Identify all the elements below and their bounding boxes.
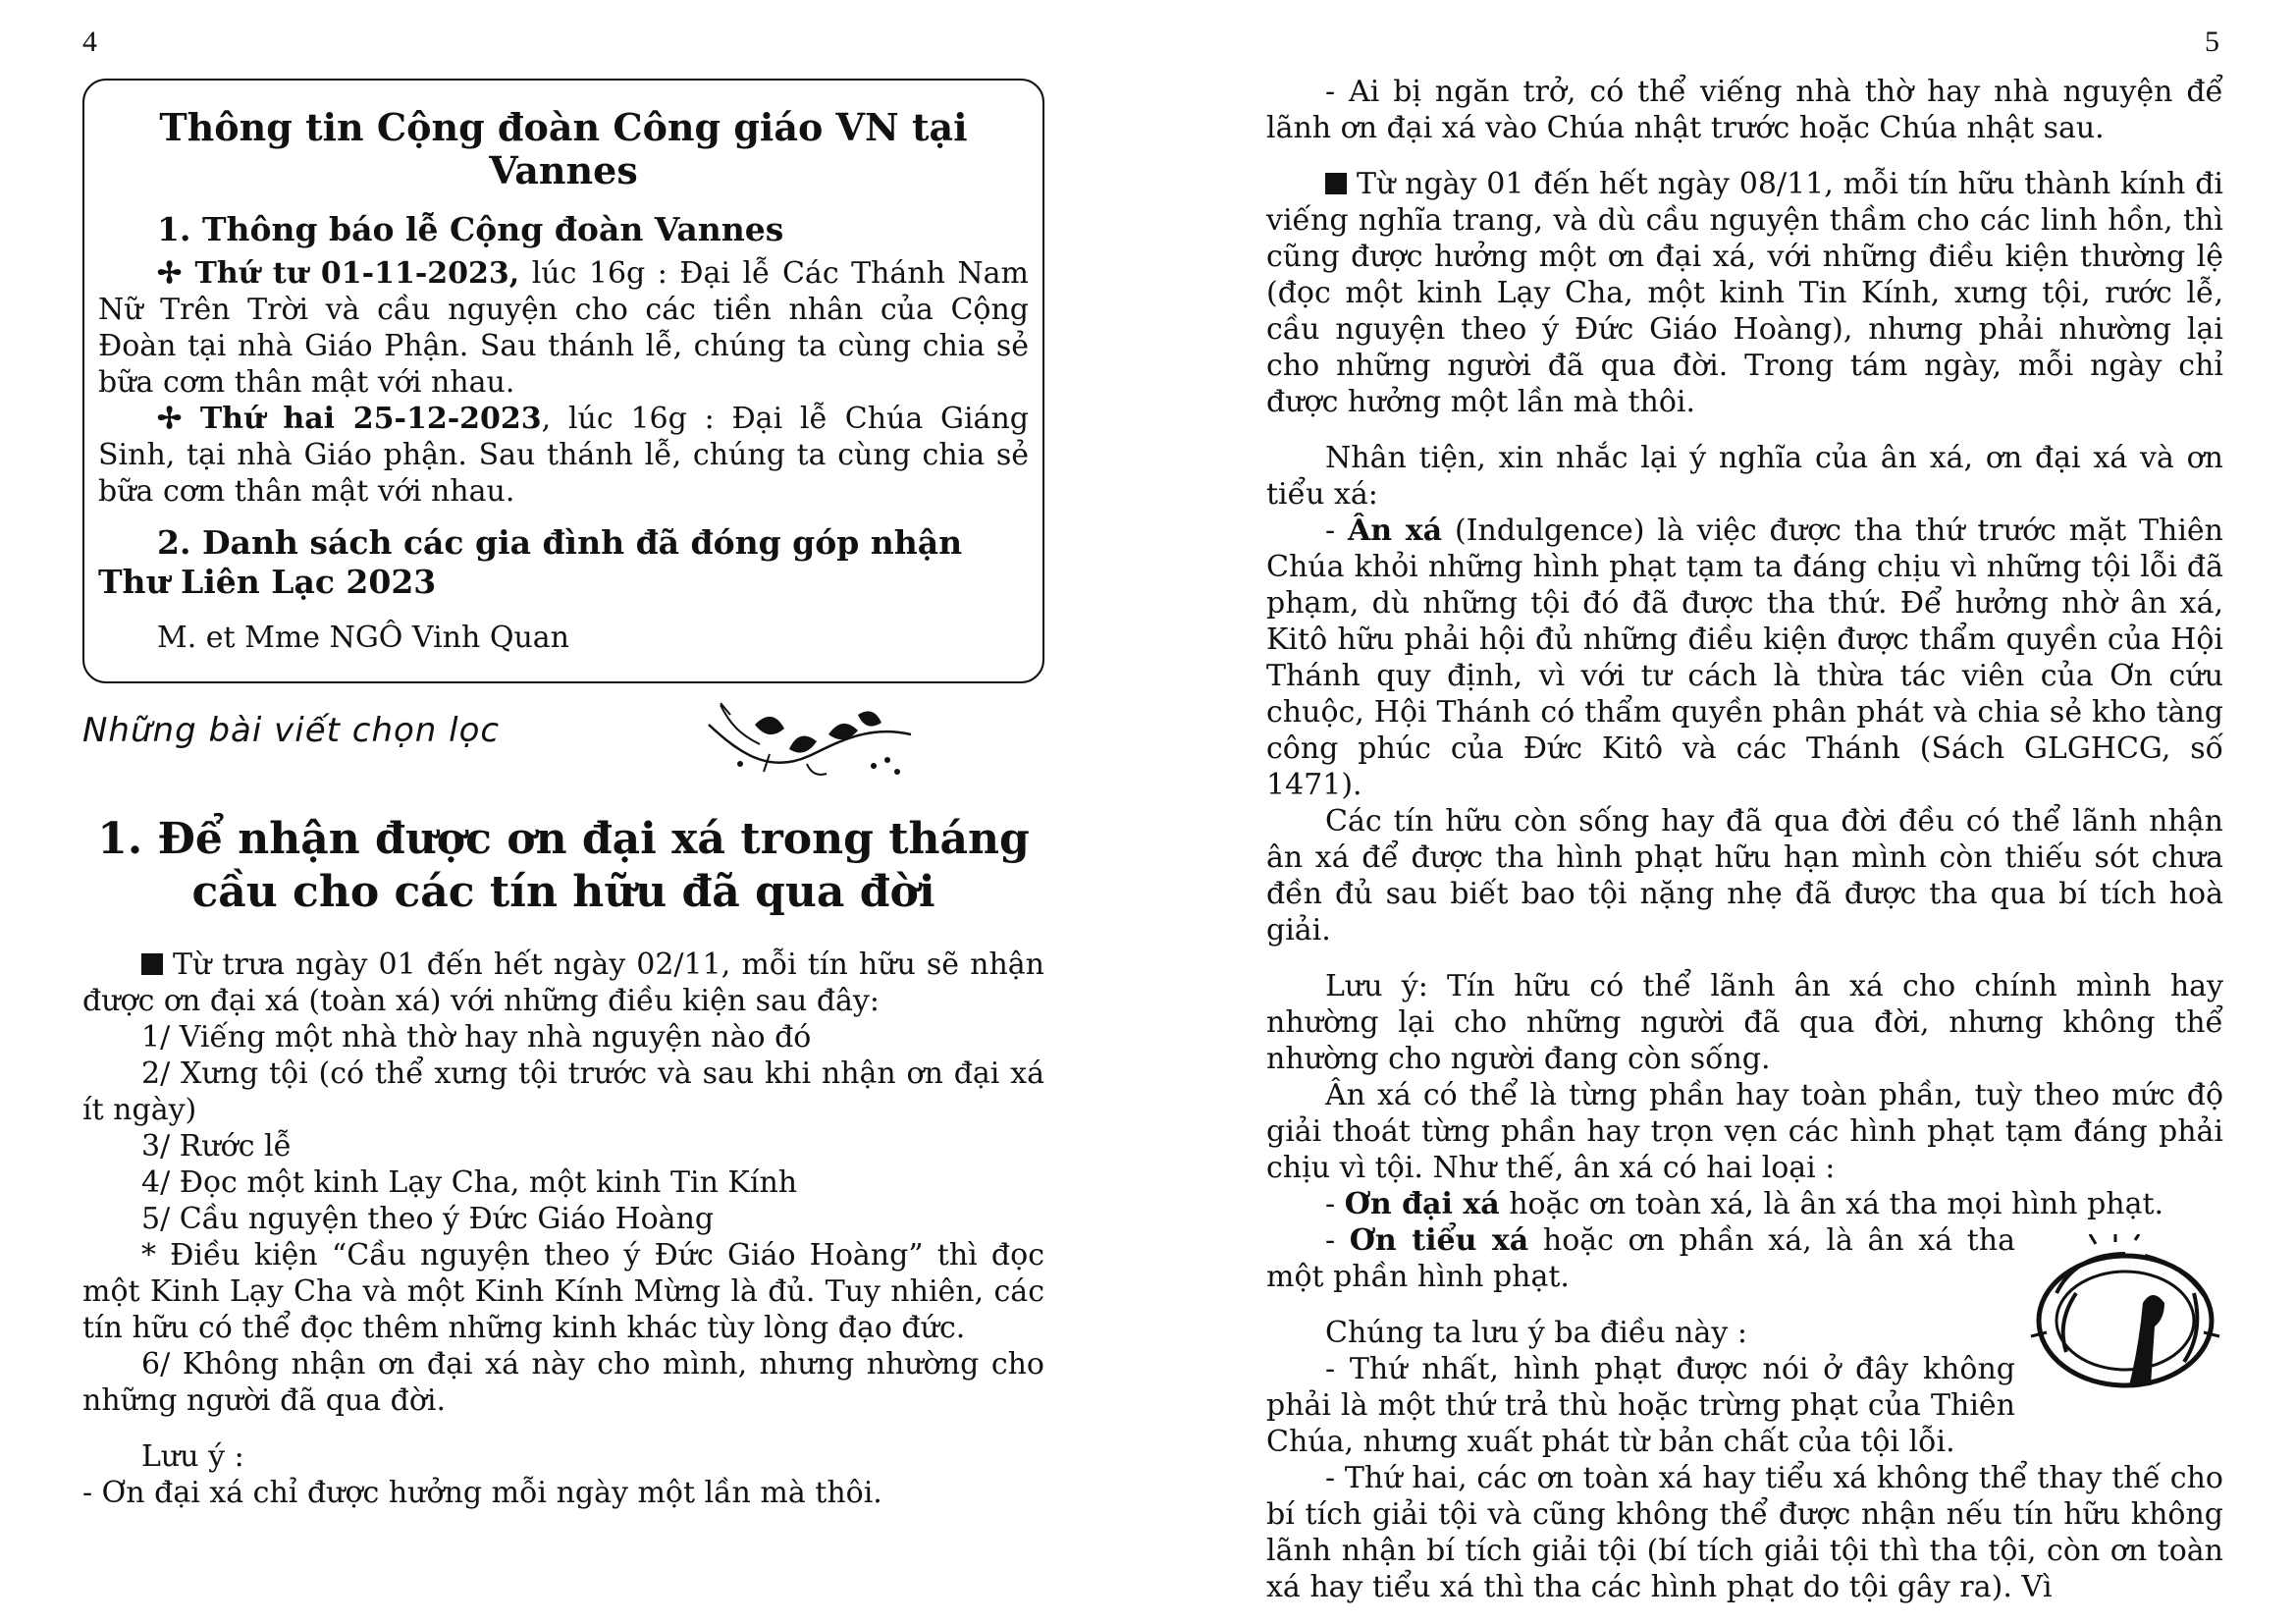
sacred-heart-illustration-icon — [2027, 1234, 2223, 1391]
cross-icon: ✢ — [157, 256, 195, 291]
pope-prayer-note: * Điều kiện “Cầu nguyện theo ý Đức Giáo Hoàng” thì đọc một Kinh Lạy Cha và một Kinh Kính Mừng là đủ. Tuy nhiên, các tín hữu có thể đọc thêm những kinh khác tùy lòng đạo đức. — [82, 1238, 1044, 1345]
paragraph: Nhân tiện, xin nhắc lại ý nghĩa của ân xá, ơn đại xá và ơn tiểu xá: — [1266, 441, 2223, 512]
box-title: Thông tin Cộng đoàn Công giáo VN tại Vannes — [159, 105, 968, 192]
donor-list-heading: 2. Danh sách các gia đình đã đóng góp nhận Thư Liên Lạc 2023 — [98, 523, 963, 601]
condition-item: 3/ Rước lễ — [141, 1129, 293, 1164]
paragraph: - Thứ nhất, hình phạt được nói ở đây không phải là một thứ trả thù hoặc trừng phạt của Thiên Chúa, nhưng xuất phát từ bản chất của tội lỗi. — [1266, 1352, 2015, 1459]
plenary-indulgence: - Ơn đại xá hoặc ơn toàn xá, là ân xá tha mọi hình phạt. — [1325, 1187, 2164, 1221]
condition-item-6: 6/ Không nhận ơn đại xá này cho mình, nhưng nhường cho những người đã qua đời. — [82, 1347, 1044, 1418]
announcement-heading: 1. Thông báo lễ Cộng đoàn Vannes — [157, 210, 784, 248]
announcement-item-1 — [98, 255, 1029, 401]
item2-text: , lúc 16g : Đại lễ Chúa Giáng Sinh, tại nhà Giáo phận. Sau thánh lễ, chúng ta cùng chia sẻ bữa cơm thân mật với nhau. — [98, 402, 1029, 509]
item2-date: Thứ hai 25-12-2023 — [199, 402, 542, 436]
right-page — [1266, 74, 2223, 1605]
section-header — [82, 695, 1044, 813]
square-bullet-icon — [1325, 173, 1347, 194]
paragraph: - Ai bị ngăn trở, có thể viếng nhà thờ hay nhà nguyện để lãnh ơn đại xá vào Chúa nhật trước hoặc Chúa nhật sau. — [1266, 75, 2223, 145]
vine-ornament-icon — [701, 695, 917, 784]
condition-item: 2/ Xưng tội (có thể xưng tội trước và sau khi nhận ơn đại xá ít ngày) — [82, 1056, 1044, 1127]
cross-icon: ✢ — [157, 402, 200, 436]
paragraph: Chúng ta lưu ý ba điều này : — [1325, 1316, 1747, 1350]
community-info-box — [82, 79, 1044, 683]
paragraph: Từ ngày 01 đến hết ngày 08/11, mỗi tín hữu thành kính đi viếng nghĩa trang, và dù cầu nguyện thầm cho các linh hồn, thì cũng được hưởng một ơn đại xá, với những điều kiện thường lệ (đọc một kinh Lạy Cha, một kinh Tin Kính, xưng tội, rước lễ, cầu nguyện theo ý Đức Giáo Hoàng), nhưng phải nhường lại cho những người đã qua đời. Trong tám ngày, mỗi ngày chỉ được hưởng một lần mà thôi. — [1266, 167, 2223, 419]
paragraph: - Thứ hai, các ơn toàn xá hay tiểu xá không thể thay thế cho bí tích giải tội và cũng không thể được nhận nếu tín hữu không lãnh nhận bí tích giải tội (bí tích giải tội thì tha tội, còn ơn toàn xá hay tiểu xá thì tha các hình phạt do tội gây ra). Vì — [1266, 1461, 2223, 1604]
paragraph: Ân xá có thể là từng phần hay toàn phần, tuỳ theo mức độ giải thoát từng phần hay trọn vẹn các hình phạt tạm đáng phải chịu vì tội. Như thế, ân xá có hai loại : — [1266, 1078, 2223, 1185]
partial-indulgence: - Ơn tiểu xá hoặc ơn phần xá, là ân xá tha một phần hình phạt. — [1266, 1223, 2015, 1294]
section-label: Những bài viết chọn lọc — [82, 711, 501, 750]
article-intro: Từ trưa ngày 01 đến hết ngày 02/11, mỗi tín hữu sẽ nhận được ơn đại xá (toàn xá) với những điều kiện sau đây: — [82, 947, 1044, 1018]
item1-text: lúc 16g : Đại lễ Các Thánh Nam Nữ Trên Trời và cầu nguyện cho các tiền nhân của Cộng Đoàn tại nhà Giáo Phận. Sau thánh lễ, chúng ta cùng chia sẻ bữa cơm thân mật với nhau. — [98, 256, 1029, 400]
left-page — [82, 79, 1044, 1511]
page-number-right: 5 — [2205, 26, 2219, 58]
note-heading: Lưu ý : — [141, 1439, 244, 1474]
paragraph: Lưu ý: Tín hữu có thể lãnh ân xá cho chính mình hay nhường lại cho những người đã qua đời, nhưng không thể nhường cho người đang còn sống. — [1266, 969, 2223, 1076]
paragraph-indulgence: - Ân xá (Indulgence) là việc được tha thứ trước mặt Thiên Chúa khỏi những hình phạt tạm ta đáng chịu vì những tội lỗi đã phạm, dù những tội đó đã được tha thứ. Để hưởng nhờ ân xá, Kitô hữu phải hội đủ những điều kiện được thẩm quyền của Hội Thánh quy định, vì với tư cách là thừa tác viên của Ơn cứu chuộc, Hội Thánh có thẩm quyền phân phát và chia sẻ kho tàng công phúc của Đức Kitô và các Thánh (Sách GLGHCG, số 1471). — [1266, 514, 2223, 802]
paragraph: Các tín hữu còn sống hay đã qua đời đều có thể lãnh nhận ân xá để được tha hình phạt hữu hạn mình còn thiếu sót chưa đền đủ sau biết bao tội nặng nhẹ đã được tha qua bí tích hoà giải. — [1266, 804, 2223, 947]
donor-name: M. et Mme NGÔ Vinh Quan — [157, 621, 569, 655]
condition-item: 1/ Viếng một nhà thờ hay nhà nguyện nào đó — [141, 1020, 812, 1055]
condition-item: 4/ Đọc một kinh Lạy Cha, một kinh Tin Kính — [141, 1165, 798, 1200]
article-title: 1. Để nhận được ơn đại xá trong tháng cầu cho các tín hữu đã qua đời — [97, 814, 1030, 917]
page-number-left: 4 — [82, 26, 97, 58]
condition-item: 5/ Cầu nguyện theo ý Đức Giáo Hoàng — [141, 1202, 715, 1236]
announcement-item-2 — [98, 401, 1029, 510]
item1-date: Thứ tư 01-11-2023, — [194, 256, 520, 291]
square-bullet-icon — [141, 953, 163, 975]
note-item: - Ơn đại xá chỉ được hưởng mỗi ngày một lần mà thôi. — [82, 1476, 882, 1510]
